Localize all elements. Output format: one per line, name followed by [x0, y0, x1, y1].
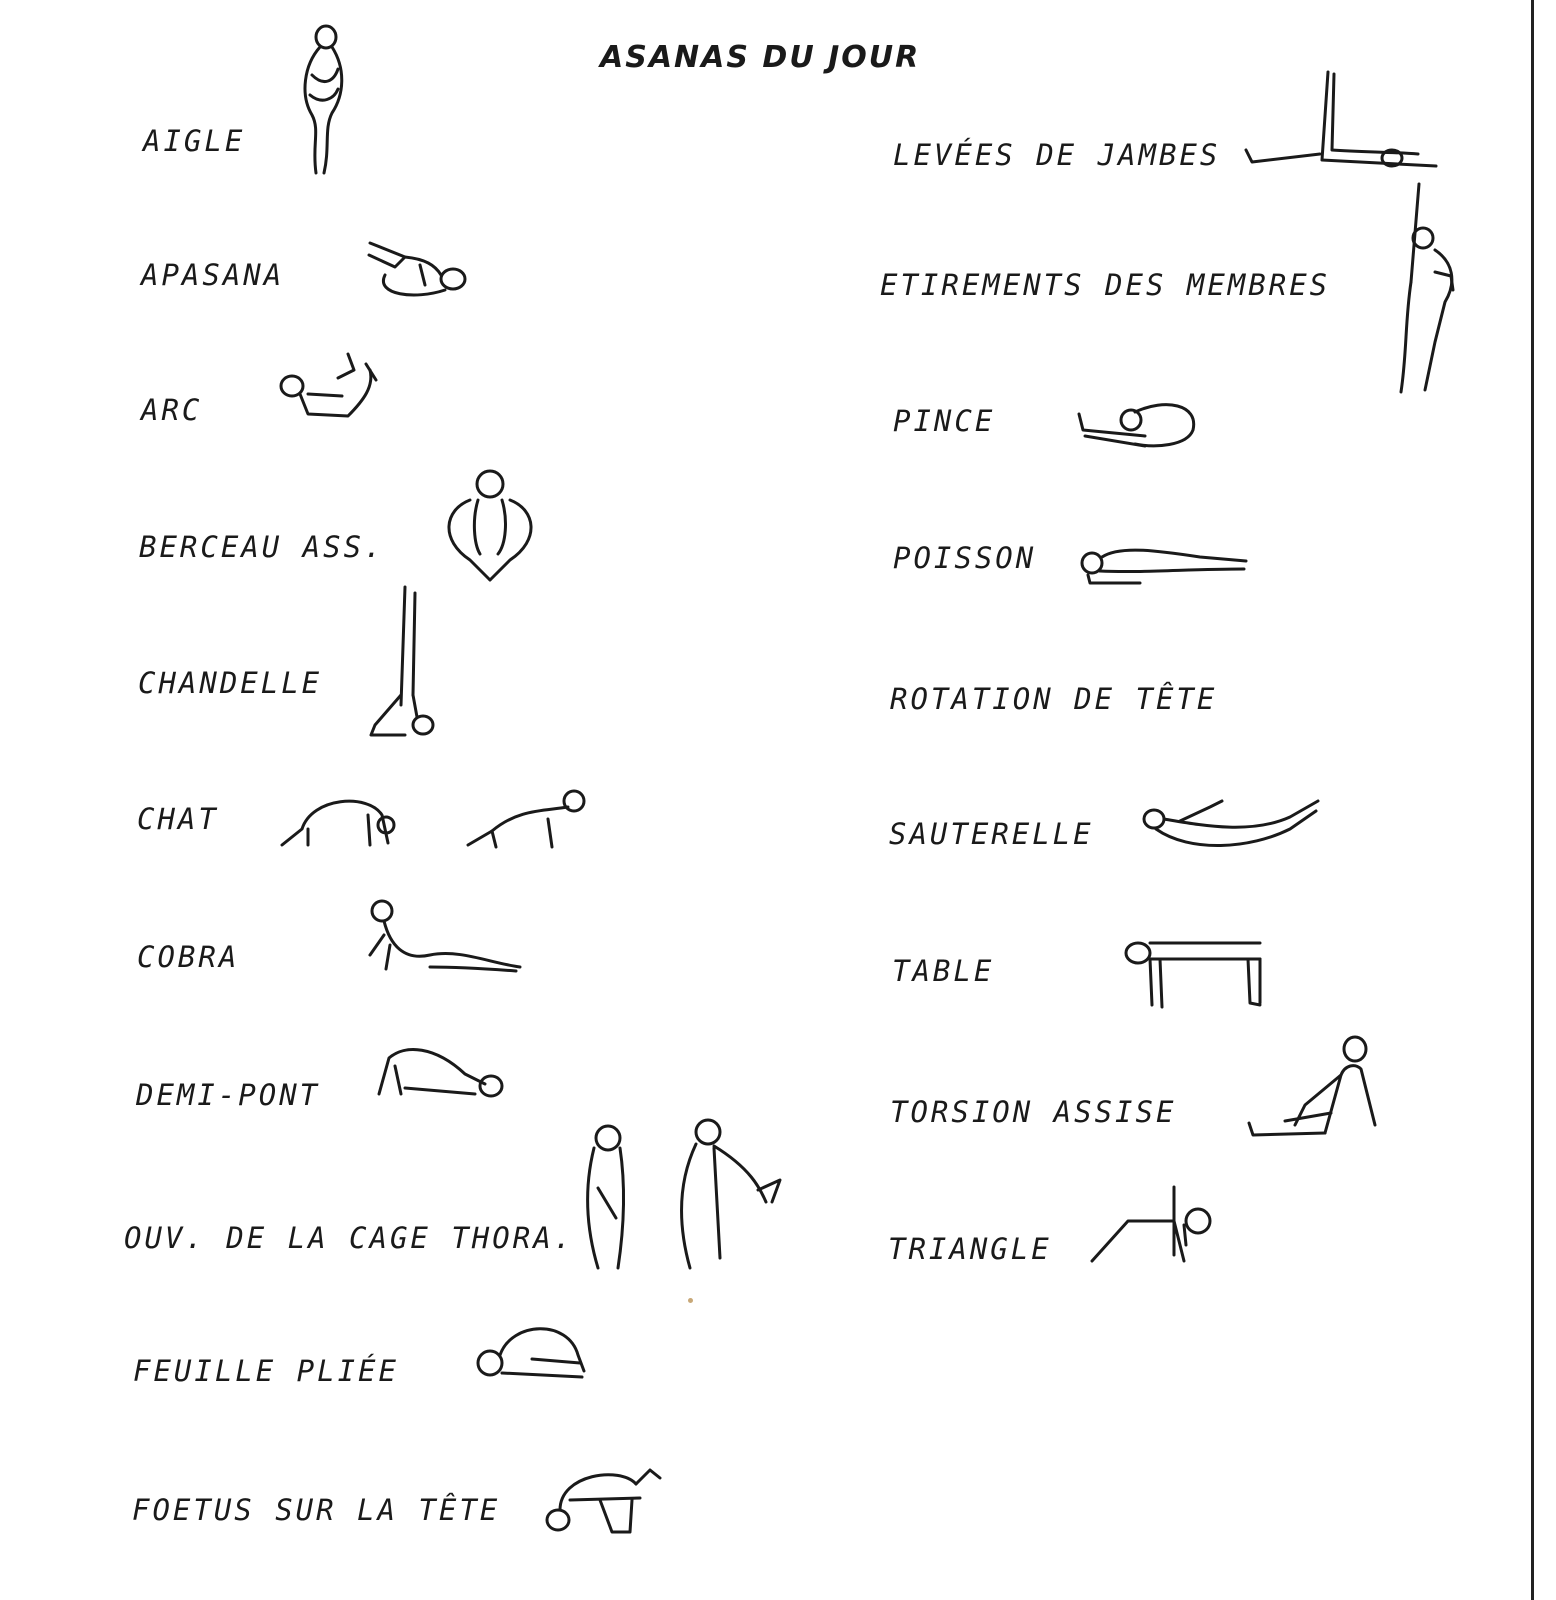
label-apasana: APASANA: [141, 258, 285, 292]
label-feuille: FEUILLE PLIÉE: [133, 1354, 399, 1388]
fish-pose-figure: [1080, 535, 1250, 590]
label-foetus: FOETUS SUR LA TÊTE: [132, 1493, 501, 1527]
label-etirements: ETIREMENTS DES MEMBRES: [880, 268, 1331, 302]
forward-bend-figure: [1075, 400, 1200, 460]
page-title: ASANAS DU JOUR: [600, 40, 921, 75]
label-aigle: AIGLE: [143, 124, 246, 158]
label-rotation: ROTATION DE TÊTE: [890, 682, 1218, 716]
scan-edge-line: [1531, 0, 1534, 1600]
label-table: TABLE: [892, 954, 995, 988]
eagle-pose-figure: [290, 25, 360, 180]
label-cobra: COBRA: [137, 940, 240, 974]
label-poisson: POISSON: [893, 541, 1037, 575]
locust-pose-figure: [1140, 795, 1325, 860]
label-torsion: TORSION ASSISE: [890, 1095, 1177, 1129]
shoulder-stand-figure: [365, 585, 445, 745]
triangle-pose-figure: [1088, 1185, 1218, 1265]
bow-pose-figure: [278, 350, 388, 425]
label-arc: ARC: [141, 393, 203, 427]
cobra-pose-figure: [360, 895, 525, 980]
label-levees: LEVÉES DE JAMBES: [893, 138, 1221, 172]
limb-stretch-figure: [1395, 182, 1465, 397]
label-triangle: TRIANGLE: [888, 1232, 1052, 1266]
label-sauterelle: SAUTERELLE: [889, 817, 1094, 851]
label-chandelle: CHANDELLE: [138, 666, 323, 700]
seated-cradle-pose-figure: [440, 470, 540, 590]
cat-pose-figure: [278, 785, 608, 855]
label-demi-pont: DEMI-PONT: [136, 1078, 321, 1112]
label-chat: CHAT: [137, 802, 219, 836]
table-pose-figure: [1120, 935, 1280, 1015]
chest-opening-figure: [580, 1118, 795, 1278]
seated-twist-figure: [1245, 1035, 1390, 1140]
label-berceau: BERCEAU ASS.: [139, 530, 385, 564]
label-ouv-cage: OUV. DE LA CAGE THORA.: [124, 1221, 575, 1255]
half-bridge-figure: [375, 1038, 515, 1113]
fetus-on-head-figure: [540, 1460, 670, 1545]
apasana-pose-figure: [365, 235, 475, 305]
leg-raise-figure: [1242, 70, 1442, 175]
paper-speck: [688, 1298, 693, 1303]
folded-leaf-figure: [472, 1315, 592, 1390]
label-pince: PINCE: [893, 404, 996, 438]
